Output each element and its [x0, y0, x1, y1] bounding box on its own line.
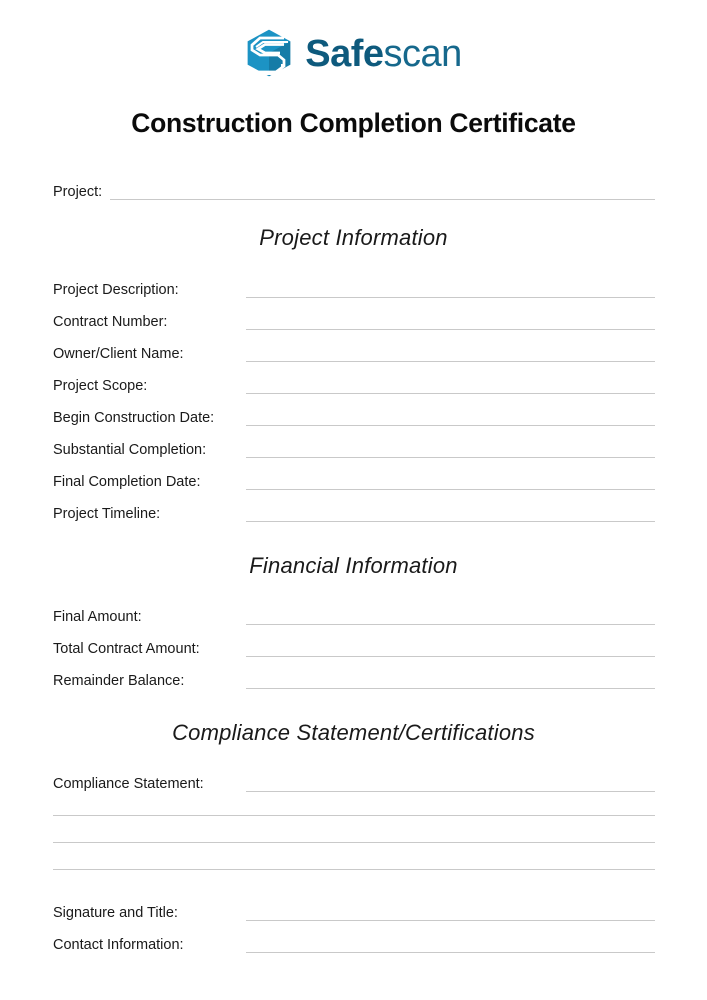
field-label-owner-client-name: Owner/Client Name: — [53, 346, 184, 362]
field-row-project — [53, 180, 655, 200]
field-input-compliance-statement-line-3[interactable] — [53, 842, 655, 843]
field-label-signature-and-title: Signature and Title: — [53, 905, 178, 921]
field-input-contact-information[interactable] — [246, 939, 655, 953]
field-label-project-description: Project Description: — [53, 282, 179, 298]
field-label-begin-construction-date: Begin Construction Date: — [53, 410, 215, 426]
field-row-remainder-balance — [53, 669, 655, 689]
field-row-final-completion-date — [53, 470, 655, 490]
field-row-contract-number — [53, 310, 655, 330]
field-label-substantial-completion: Substantial Completion: — [53, 442, 207, 458]
field-input-final-completion-date[interactable] — [246, 476, 655, 490]
field-input-project-scope[interactable] — [246, 380, 655, 394]
page-title: Construction Completion Certificate — [131, 108, 576, 138]
field-row-contact-information — [53, 933, 655, 953]
field-label-contact-information: Contact Information: — [53, 937, 184, 953]
field-label-compliance-statement: Compliance Statement: — [53, 776, 204, 792]
field-label-remainder-balance: Remainder Balance: — [53, 673, 185, 689]
field-input-signature-and-title[interactable] — [246, 907, 655, 921]
section-heading-compliance-statement-certifications: Compliance Statement/Certifications — [172, 720, 535, 745]
field-row-final-amount — [53, 605, 655, 625]
section-heading-financial-information: Financial Information — [249, 553, 458, 578]
field-row-project-scope — [53, 374, 655, 394]
brand-wordmark-light: scan — [383, 33, 462, 75]
field-input-begin-construction-date[interactable] — [246, 412, 655, 426]
field-row-signature-and-title — [53, 901, 655, 921]
field-input-remainder-balance[interactable] — [246, 675, 655, 689]
field-input-compliance-statement-line-4[interactable] — [53, 869, 655, 870]
section-heading-project-information: Project Information — [259, 225, 448, 250]
field-input-owner-client-name[interactable] — [246, 348, 655, 362]
field-input-compliance-statement[interactable] — [246, 778, 655, 792]
field-input-contract-number[interactable] — [246, 316, 655, 330]
field-label-contract-number: Contract Number: — [53, 314, 168, 330]
field-label-project-timeline: Project Timeline: — [53, 506, 161, 522]
field-label-total-contract-amount: Total Contract Amount: — [53, 641, 200, 657]
field-row-owner-client-name — [53, 342, 655, 362]
field-input-project-description[interactable] — [246, 284, 655, 298]
field-row-total-contract-amount — [53, 637, 655, 657]
brand-wordmark-bold: Safe — [305, 33, 384, 75]
field-label-project: Project: — [53, 184, 103, 200]
brand-logo — [0, 28, 707, 78]
field-input-project[interactable] — [110, 186, 655, 200]
safescan-hexagon-logo-icon — [245, 28, 293, 78]
field-row-project-timeline — [53, 502, 655, 522]
field-row-begin-construction-date — [53, 406, 655, 426]
field-input-project-timeline[interactable] — [246, 508, 655, 522]
field-label-project-scope: Project Scope: — [53, 378, 148, 394]
field-label-final-completion-date: Final Completion Date: — [53, 474, 201, 490]
field-row-substantial-completion — [53, 438, 655, 458]
field-label-final-amount: Final Amount: — [53, 609, 142, 625]
brand-wordmark — [305, 35, 462, 73]
field-row-project-description — [53, 278, 655, 298]
field-input-total-contract-amount[interactable] — [246, 643, 655, 657]
field-input-final-amount[interactable] — [246, 611, 655, 625]
field-input-compliance-statement-line-2[interactable] — [53, 815, 655, 816]
field-row-compliance-statement — [53, 772, 655, 792]
field-input-substantial-completion[interactable] — [246, 444, 655, 458]
